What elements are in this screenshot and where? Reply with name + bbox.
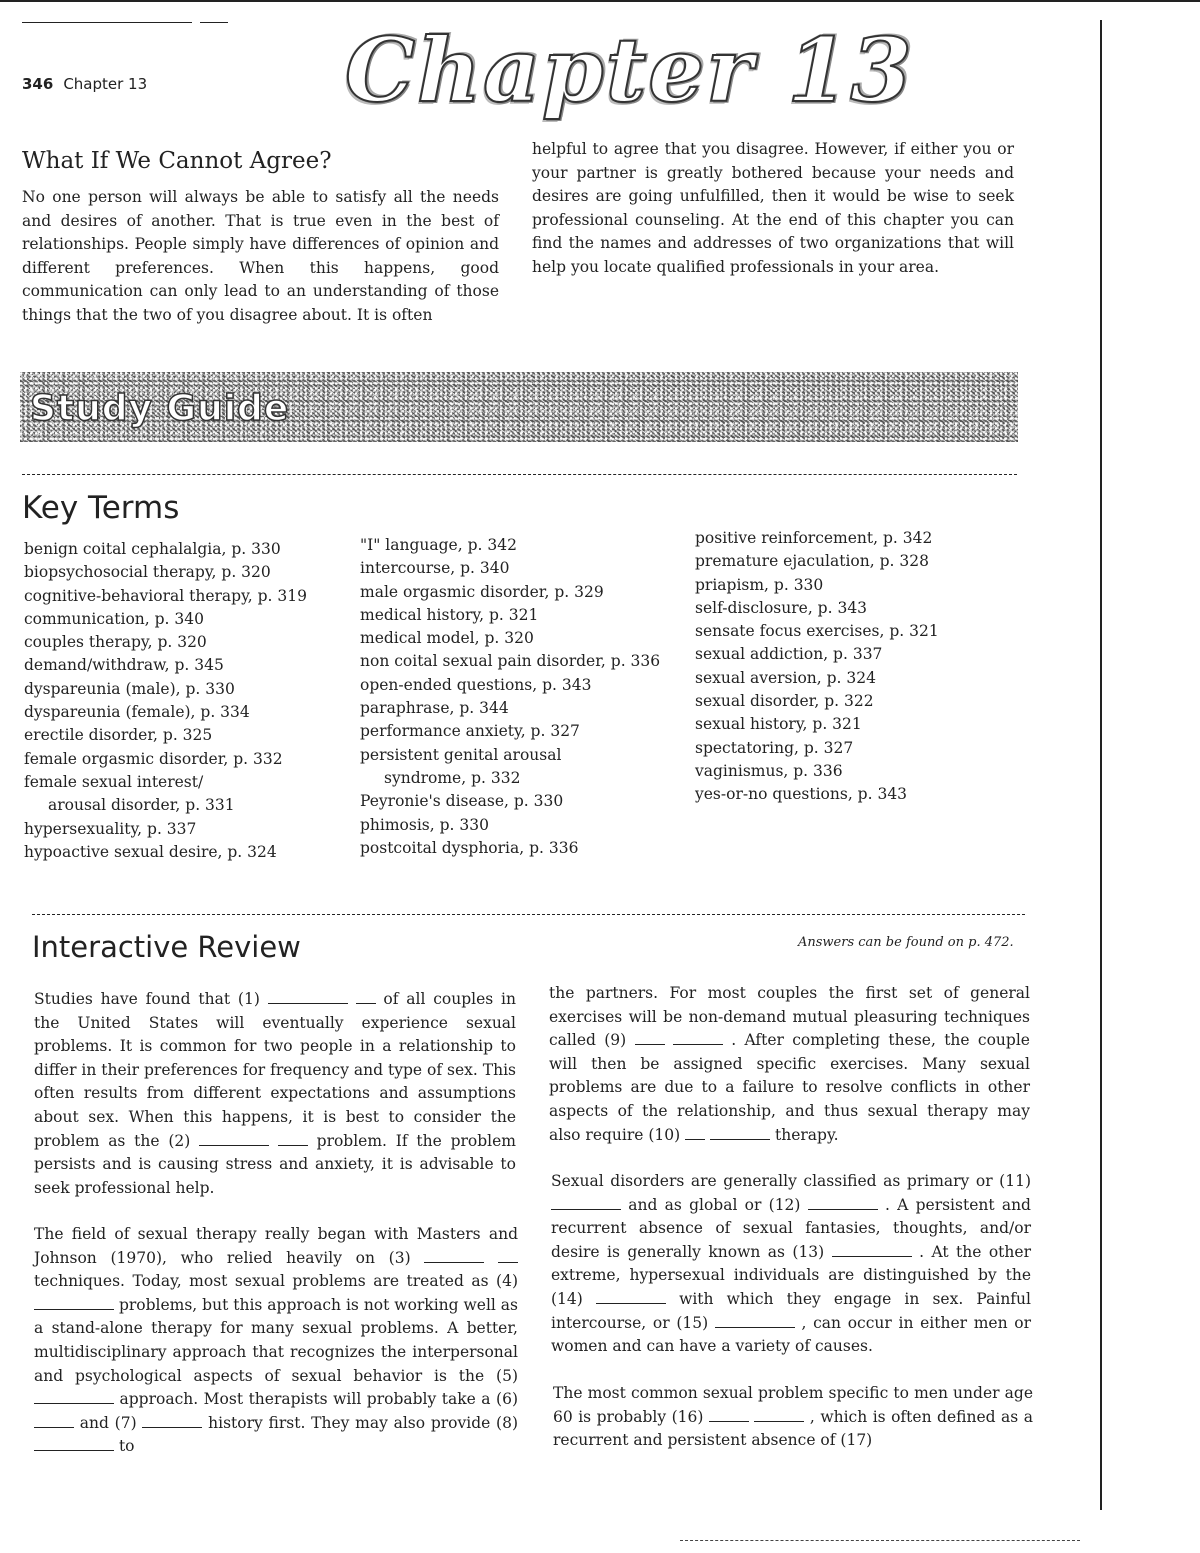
answer-blank-3[interactable] <box>424 1250 484 1263</box>
key-terms-col1 <box>24 538 307 864</box>
review-text: problem. If the problem persists and is causing stress and anxiety, it is advisable to seek professional help. <box>34 1131 516 1197</box>
key-term: couples therapy, p. 320 <box>24 633 207 652</box>
review-text: , can occur in either men or women and can have a variety of causes. <box>551 1313 1031 1356</box>
key-term: cognitive-behavioral therapy, p. 319 <box>24 586 307 605</box>
answer-blank-8[interactable] <box>34 1438 114 1451</box>
answer-blank-9[interactable] <box>635 1032 665 1045</box>
interactive-review-divider <box>32 914 1025 915</box>
review-text: therapy. <box>775 1125 839 1144</box>
key-term: spectatoring, p. 327 <box>695 738 854 757</box>
key-term: open-ended questions, p. 343 <box>360 675 592 694</box>
key-term: sensate focus exercises, p. 321 <box>695 622 939 641</box>
header-rule-left <box>22 22 192 23</box>
key-term: Peyronie's disease, p. 330 <box>360 792 564 811</box>
key-term: positive reinforcement, p. 342 <box>695 529 933 547</box>
agree-paragraph-col2: helpful to agree that you disagree. However, if either you or your partner is greatly bothered because your needs and desires are going unfulfilled, then it would be wise to seek professional counseling. At the end of this chapter you can find the names and addresses of two organizations that will help you locate qualified professionals in your area. <box>532 140 1014 276</box>
key-term: medical history, p. 321 <box>360 605 539 624</box>
page-number: 346 <box>22 75 54 93</box>
answer-blank-10[interactable] <box>685 1127 705 1140</box>
key-term: medical model, p. 320 <box>360 629 534 648</box>
key-term: communication, p. 340 <box>24 609 204 628</box>
review-text: Sexual disorders are generally classified as primary or (11) <box>551 1172 1031 1190</box>
answer-blank-16b <box>754 1409 804 1422</box>
key-term: intercourse, p. 340 <box>360 559 510 578</box>
key-term: male orgasmic disorder, p. 329 <box>360 582 604 601</box>
key-term: biopsychosocial therapy, p. 320 <box>24 563 271 582</box>
review-paragraph-5 <box>553 1382 1033 1453</box>
answer-blank-1[interactable] <box>268 991 348 1004</box>
key-terms-heading: Key Terms <box>22 490 180 526</box>
key-term: non coital sexual pain disorder, p. 336 <box>360 652 661 671</box>
running-header <box>22 75 147 93</box>
review-text: and (7) <box>79 1413 137 1432</box>
answer-blank-11[interactable] <box>551 1197 621 1210</box>
key-term: sexual disorder, p. 322 <box>695 692 874 711</box>
answer-blank-9b <box>673 1032 723 1045</box>
review-text: . A persistent and recurrent absence of sexual fantasies, thoughts, and/or desire is generally known as (13) <box>551 1195 1031 1261</box>
review-text: , which is often defined as a recurrent and persistent absence of (17) <box>553 1407 1033 1450</box>
key-term: "I" language, p. 342 <box>360 536 517 554</box>
review-text: techniques. Today, most sexual problems are treated as (4) <box>34 1272 518 1291</box>
key-term: dyspareunia (female), p. 334 <box>24 703 250 722</box>
review-text: . After completing these, the couple will then be assigned specific exercises. Many sexual problems are due to a failure to resolve conflicts in other aspects of the relationship, and thus sexual therapy may also require (10) <box>549 1031 1030 1144</box>
key-term: sexual aversion, p. 324 <box>695 668 876 687</box>
review-text: approach. Most therapists will probably take a (6) <box>119 1390 518 1409</box>
answer-blank-12[interactable] <box>808 1197 878 1210</box>
key-term: erectile disorder, p. 325 <box>24 726 213 745</box>
review-text: The most common sexual problem specific to men under age 60 is probably (16) <box>553 1384 1033 1426</box>
answer-blank-2b <box>278 1133 308 1146</box>
review-text: problems, but this approach is not working well as a stand-alone therapy for many sexual problems. A better, multidisciplinary approach that recognizes the interpersonal and psychological aspects of sexual behavior is the (5) <box>34 1295 518 1385</box>
key-terms-divider <box>22 474 1017 475</box>
bottom-dashed-rule <box>680 1540 1080 1541</box>
key-term: hypoactive sexual desire, p. 324 <box>24 842 277 861</box>
interactive-review-heading: Interactive Review <box>32 930 301 964</box>
answer-blank-1b <box>356 991 376 1004</box>
agree-paragraph-col1: No one person will always be able to satisfy all the needs and desires of another. That is true even in the best of relationships. People simply have differences of opinion and different preferences. When this happens, good communication can only lead to an understanding of those things that the two of you disagree about. It is often <box>22 188 499 324</box>
answer-blank-14[interactable] <box>596 1291 666 1304</box>
key-term: performance anxiety, p. 327 <box>360 722 580 741</box>
key-term: vaginismus, p. 336 <box>695 761 843 780</box>
answer-blank-13[interactable] <box>832 1244 912 1257</box>
study-guide-title: Study Guide <box>30 388 290 429</box>
review-text: of all couples in the United States will eventually experience sexual problems. It is common for two people in a relationship to differ in their preferences for frequency and type of sex. This often results from different expectations and assumptions about sex. When this happens, it is best to consider the problem as the (2) <box>34 990 516 1150</box>
key-term: priapism, p. 330 <box>695 575 824 594</box>
review-text: history first. They may also provide (8) <box>208 1413 519 1432</box>
answer-blank-16[interactable] <box>709 1409 749 1422</box>
answer-blank-4[interactable] <box>34 1297 114 1310</box>
key-term: benign coital cephalalgia, p. 330 <box>24 540 281 558</box>
chapter-title: Chapter 13 <box>345 18 914 122</box>
review-text: to <box>118 1437 135 1456</box>
answer-blank-3b <box>498 1250 518 1263</box>
review-text: Studies have found that (1) <box>34 990 260 1008</box>
key-term: female orgasmic disorder, p. 332 <box>24 749 283 768</box>
answer-blank-7[interactable] <box>142 1415 202 1428</box>
key-term: sexual addiction, p. 337 <box>695 645 883 664</box>
review-paragraph-3 <box>549 982 1030 1147</box>
review-paragraph-4 <box>551 1170 1031 1359</box>
key-term: yes-or-no questions, p. 343 <box>695 785 908 804</box>
running-title: Chapter 13 <box>63 75 148 93</box>
key-term: self-disclosure, p. 343 <box>695 598 868 617</box>
key-term: female sexual interest/ <box>24 772 204 791</box>
answer-blank-2[interactable] <box>199 1133 269 1146</box>
key-term: demand/withdraw, p. 345 <box>24 656 224 675</box>
review-text: . At the other extreme, hypersexual individuals are distinguished by the (14) <box>551 1242 1031 1308</box>
review-text: the partners. For most couples the first set of general exercises will be non-demand mutual pleasuring techniques called (9) <box>549 984 1030 1050</box>
key-term: paraphrase, p. 344 <box>360 699 509 718</box>
key-term: dyspareunia (male), p. 330 <box>24 679 235 698</box>
key-term: hypersexuality, p. 337 <box>24 819 197 838</box>
review-text: The field of sexual therapy really began with Masters and Johnson (1970), who relied heavily on (3) <box>34 1225 518 1267</box>
answer-blank-15[interactable] <box>715 1315 795 1328</box>
key-term: premature ejaculation, p. 328 <box>695 552 929 571</box>
answer-blank-10b <box>710 1127 770 1140</box>
key-term-continuation: syndrome, p. 332 <box>384 768 521 787</box>
key-term-continuation: arousal disorder, p. 331 <box>48 796 235 815</box>
key-term: postcoital dysphoria, p. 336 <box>360 838 579 857</box>
section-heading-agree: What If We Cannot Agree? <box>22 148 332 174</box>
key-term: sexual history, p. 321 <box>695 715 862 734</box>
key-terms-col3 <box>695 527 939 807</box>
right-margin-rule <box>1100 20 1102 1510</box>
header-rule-short <box>200 22 228 23</box>
review-paragraph-1 <box>34 988 516 1200</box>
top-border-rule <box>0 0 1200 2</box>
review-text: with which they engage in sex. Painful intercourse, or (15) <box>551 1289 1031 1332</box>
answer-blank-6[interactable] <box>34 1415 74 1428</box>
review-text: and as global or (12) <box>628 1195 801 1214</box>
key-terms-col2 <box>360 534 660 860</box>
answer-blank-5[interactable] <box>34 1391 114 1404</box>
review-paragraph-2 <box>34 1223 518 1459</box>
key-term: persistent genital arousal <box>360 745 562 764</box>
key-term: phimosis, p. 330 <box>360 815 489 834</box>
answers-note: Answers can be found on p. 472. <box>798 935 1014 950</box>
